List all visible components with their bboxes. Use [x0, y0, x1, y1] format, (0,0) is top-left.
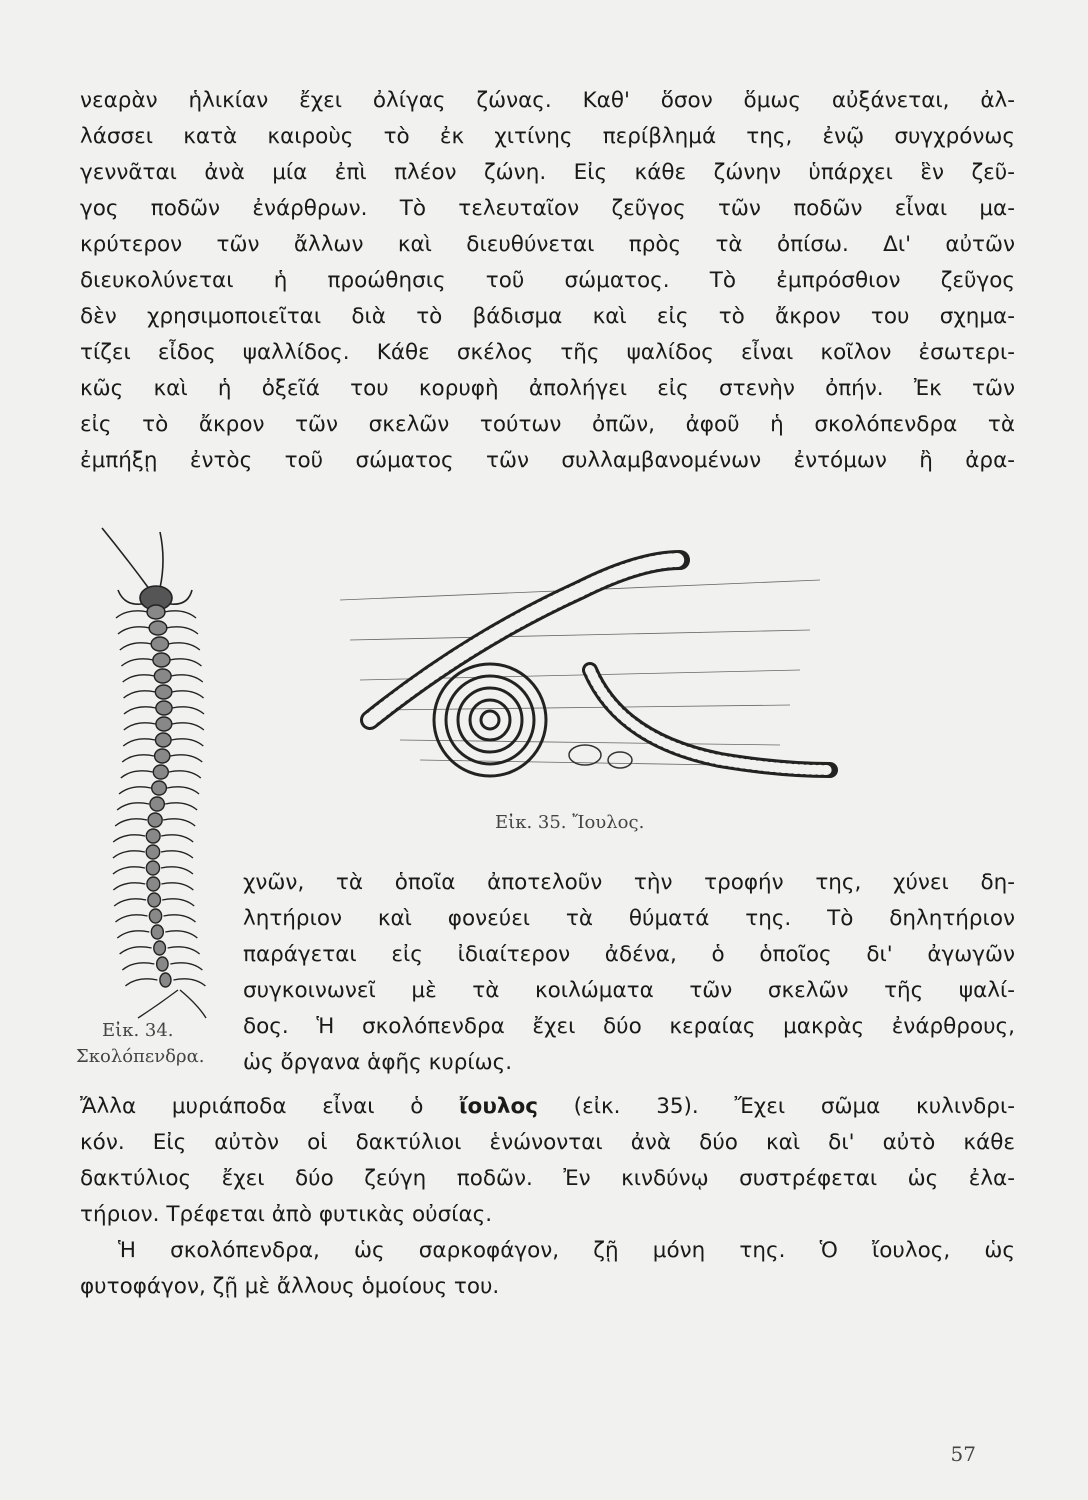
text-line: δος. Ἡ σκολόπενδρα ἔχει δύο κεραίας μακρὰς ἐνάρθρους, — [243, 1014, 1015, 1039]
bold-term-iulus: ἴουλος — [459, 1094, 538, 1119]
text-line: κόν. Εἰς αὐτὸν οἱ δακτύλιοι ἑνώνονται ἀνὰ δύο καὶ δι' αὐτὸ κάθε — [80, 1130, 1015, 1155]
page-number: 57 — [950, 1442, 976, 1466]
text-line: λάσσει κατὰ καιροὺς τὸ ἐκ χιτίνης περίβλημά της, ἐνῷ συγχρόνως — [80, 124, 1015, 149]
text-line: νεαρὰν ἡλικίαν ἔχει ὀλίγας ζώνας. Καθ' ὅσον ὅμως αὐξάνεται, ἀλ- — [80, 88, 1015, 113]
text-line: παράγεται εἰς ἰδιαίτερον ἀδένα, ὁ ὁποῖος δι' ἀγωγῶν — [243, 942, 1015, 967]
text-line: χνῶν, τὰ ὁποῖα ἀποτελοῦν τὴν τροφήν της, χύνει δη- — [243, 870, 1015, 895]
centipede-illustration — [88, 520, 238, 1020]
text-line: κρύτερον τῶν ἄλλων καὶ διευθύνεται πρὸς τὰ ὀπίσω. Δι' αὐτῶν — [80, 232, 1015, 257]
text-line: Ἡ σκολόπενδρα, ὡς σαρκοφάγον, ζῇ μόνη της. Ὁ ἴουλος, ὡς — [118, 1238, 1015, 1263]
text-line: δακτύλιος ἔχει δύο ζεύγη ποδῶν. Ἐν κινδύνῳ συστρέφεται ὡς ἐλα- — [80, 1166, 1015, 1191]
text-line: συγκοινωνεῖ μὲ τὰ κοιλώματα τῶν σκελῶν τῆς ψαλί- — [243, 978, 1015, 1003]
text-line: διευκολύνεται ἡ προώθησις τοῦ σώματος. Τὸ ἐμπρόσθιον ζεῦγος — [80, 268, 1015, 293]
text-line: δὲν χρησιμοποιεῖται διὰ τὸ βάδισμα καὶ εἰς τὸ ἄκρον του σχημα- — [80, 304, 1015, 329]
text-line: ἐμπήξῃ ἐντὸς τοῦ σώματος τῶν συλλαμβανομένων ἐντόμων ἢ ἀρα- — [80, 448, 1015, 473]
iulus-illustration — [320, 520, 840, 800]
text-line: γεννᾶται ἀνὰ μία ἐπὶ πλέον ζώνη. Εἰς κάθε ζώνην ὑπάρχει ἓν ζεῦ- — [80, 160, 1015, 185]
text-line: κῶς καὶ ἡ ὀξεῖά του κορυφὴ ἀπολήγει εἰς στενὴν ὀπήν. Ἐκ τῶν — [80, 376, 1015, 401]
text-line: φυτοφάγον, ζῇ μὲ ἄλλους ὁμοίους του. — [80, 1274, 500, 1299]
figure-34-caption-title: Σκολόπενδρα. — [76, 1046, 205, 1067]
figure-34-caption-number: Εἰκ. 34. — [102, 1020, 174, 1041]
text-run: Ἄλλα μυριάποδα εἶναι ὁ — [80, 1094, 460, 1119]
text-line: ὡς ὄργανα ἁφῆς κυρίως. — [243, 1050, 513, 1075]
text-line: εἰς τὸ ἄκρον τῶν σκελῶν τούτων ὀπῶν, ἀφοῦ ἡ σκολόπενδρα τὰ — [80, 412, 1015, 437]
text-run: (εἰκ. 35). Ἔχει σῶμα κυλινδρι- — [537, 1094, 1015, 1119]
text-line — [80, 1090, 1015, 1124]
text-line: τίζει εἶδος ψαλλίδος. Κάθε σκέλος τῆς ψαλίδος εἶναι κοῖλον ἐσωτερι- — [80, 340, 1015, 365]
figure-35-caption: Εἰκ. 35. Ἴουλος. — [495, 812, 645, 833]
text-line: λητήριον καὶ φονεύει τὰ θύματά της. Τὸ δηλητήριον — [243, 906, 1015, 931]
text-line: τήριον. Τρέφεται ἀπὸ φυτικὰς οὐσίας. — [80, 1202, 493, 1227]
text-line: γος ποδῶν ἐνάρθρων. Τὸ τελευταῖον ζεῦγος τῶν ποδῶν εἶναι μα- — [80, 196, 1015, 221]
